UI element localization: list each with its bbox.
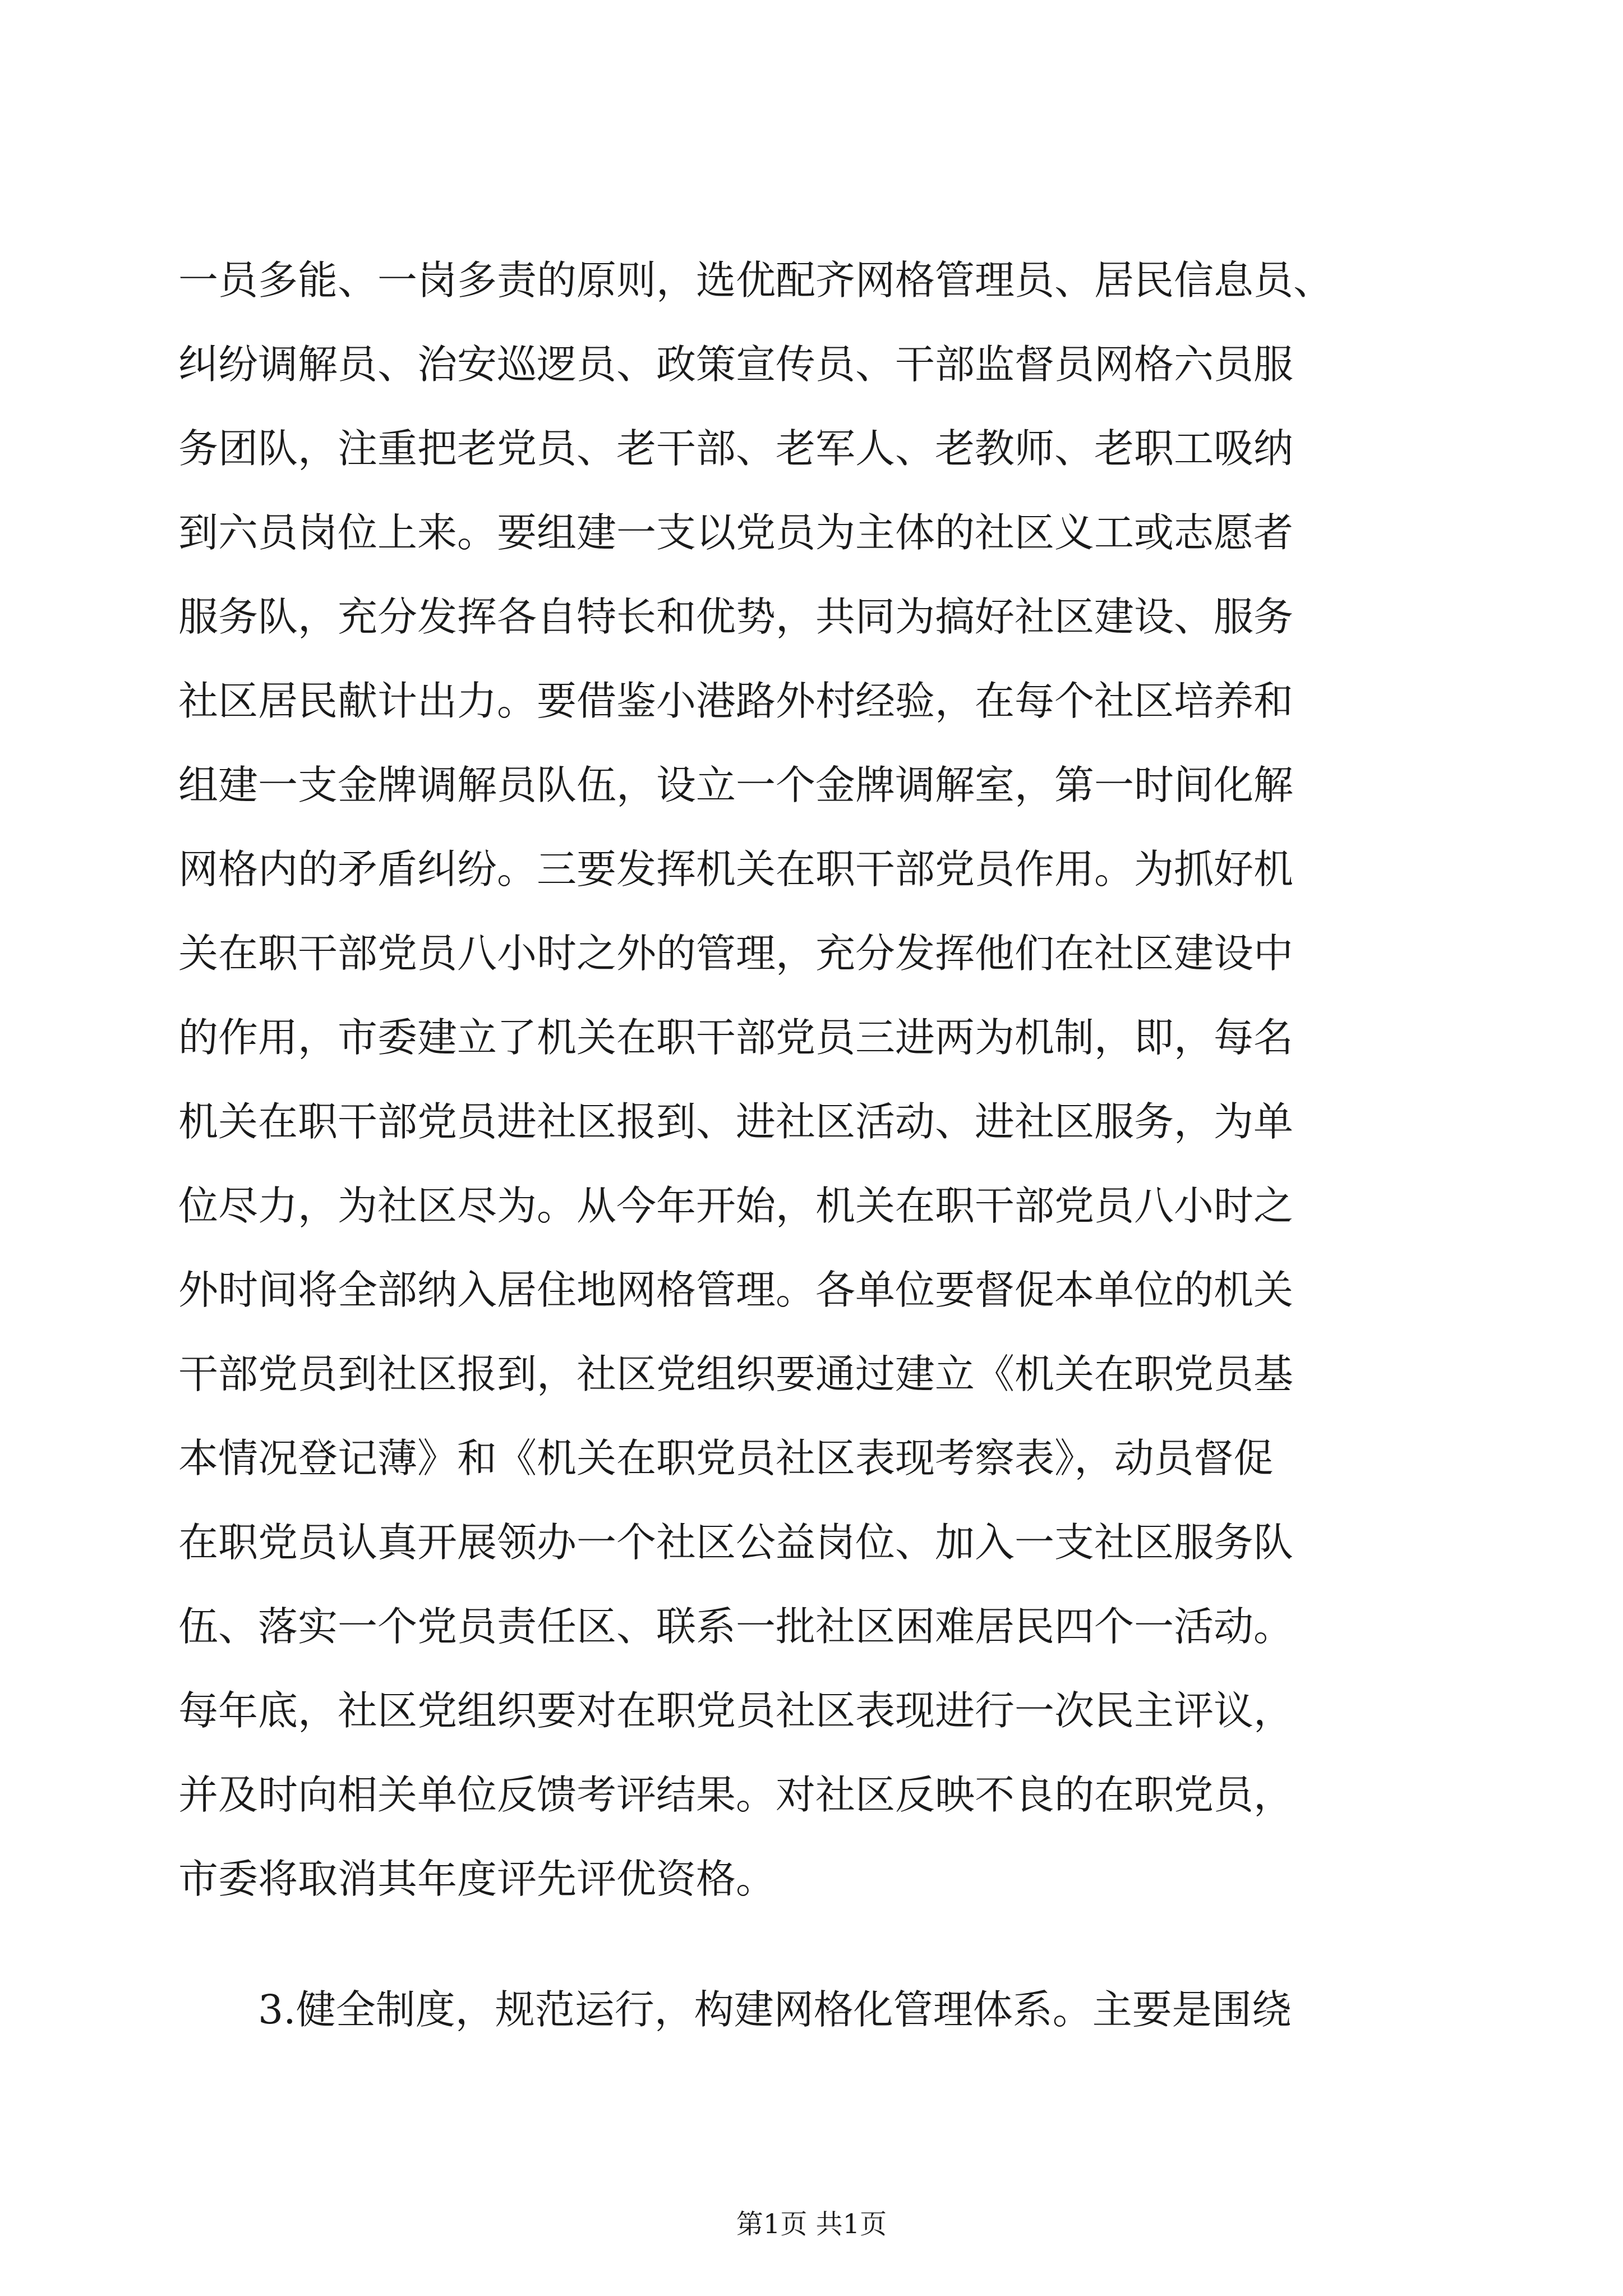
section-heading-paragraph (178, 1968, 1447, 2052)
text-line: 服务队，充分发挥各自特长和优势，共同为搞好社区建设、服务 (178, 593, 1294, 640)
text-line: 组建一支金牌调解员队伍，设立一个金牌调解室，第一时间化解 (178, 762, 1294, 808)
text-line: 一员多能、一岗多责的原则，选优配齐网格管理员、居民信息员、 (178, 257, 1334, 303)
page-footer: 第1页 共1页 (736, 2208, 887, 2240)
text-line: 关在职干部党员八小时之外的管理，充分发挥他们在社区建设中 (178, 930, 1294, 977)
text-line: 位尽力，为社区尽为。从今年开始，机关在职干部党员八小时之 (178, 1182, 1294, 1229)
text-line: 纠纷调解员、治安巡逻员、政策宣传员、干部监督员网格六员服 (178, 341, 1294, 388)
text-line: 干部党员到社区报到，社区党组织要通过建立《机关在职党员基 (178, 1351, 1294, 1397)
text-line: 本情况登记薄》和《机关在职党员社区表现考察表》，动员督促 (178, 1435, 1274, 1481)
paragraph-body (178, 238, 1447, 1921)
text-line: 并及时向相关单位反馈考评结果。对社区反映不良的在职党员， (178, 1772, 1294, 1818)
text-line: 网格内的矛盾纠纷。三要发挥机关在职干部党员作用。为抓好机 (178, 846, 1294, 892)
text-line: 市委将取消其年度评先评优资格。 (178, 1856, 776, 1902)
text-line: 社区居民献计出力。要借鉴小港路外村经验，在每个社区培养和 (178, 678, 1294, 724)
text-line: 在职党员认真开展领办一个社区公益岗位、加入一支社区服务队 (178, 1519, 1294, 1566)
text-line: 的作用，市委建立了机关在职干部党员三进两为机制，即，每名 (178, 1014, 1294, 1061)
text-line: 伍、落实一个党员责任区、联系一批社区困难居民四个一活动。 (178, 1603, 1294, 1650)
text-line: 机关在职干部党员进社区报到、进社区活动、进社区服务，为单 (178, 1098, 1294, 1145)
text-line: 每年底，社区党组织要对在职党员社区表现进行一次民主评议， (178, 1687, 1294, 1734)
text-line: 务团队，注重把老党员、老干部、老军人、老教师、老职工吸纳 (178, 425, 1294, 472)
text-line: 外时间将全部纳入居住地网格管理。各单位要督促本单位的机关 (178, 1267, 1294, 1313)
text-line: 3.健全制度，规范运行，构建网格化管理体系。主要是围绕 (258, 1986, 1292, 2033)
text-line: 到六员岗位上来。要组建一支以党员为主体的社区义工或志愿者 (178, 509, 1294, 556)
